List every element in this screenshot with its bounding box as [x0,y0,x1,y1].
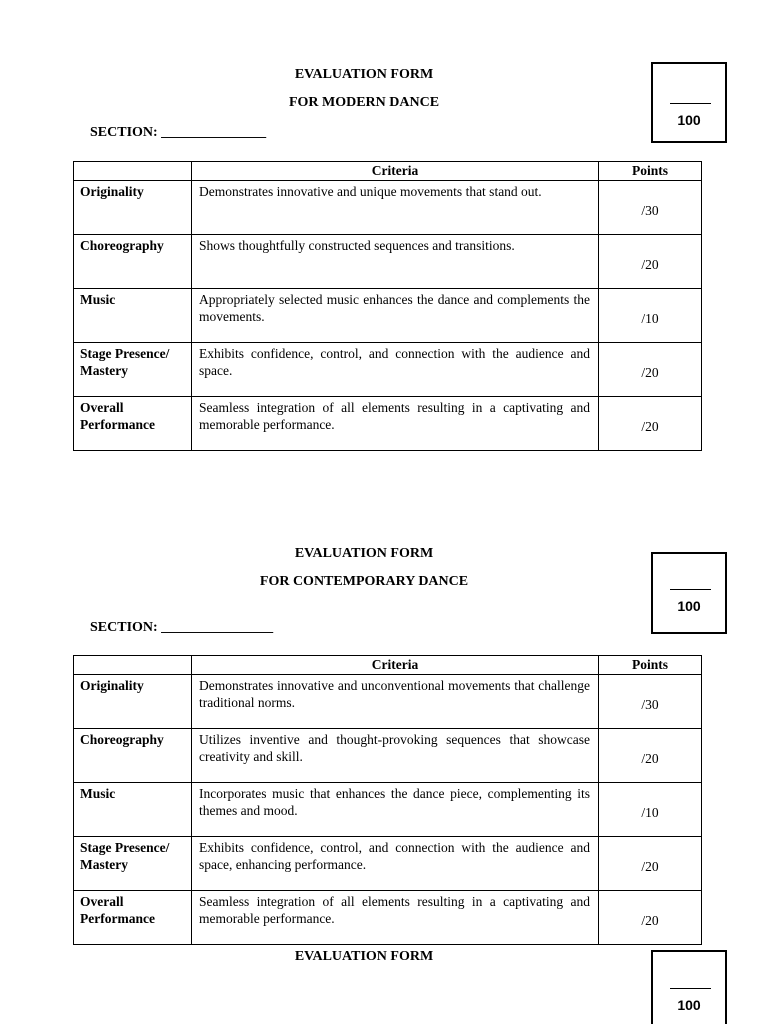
score-total: 100 [677,112,701,128]
form2-score-box [651,552,727,634]
form1-score-box [651,62,727,143]
header-label-cell [74,656,192,675]
header-label-cell [74,162,192,181]
criterion-description: Seamless integration of all elements resulting in a captivating and memorable performance. [192,891,599,945]
criterion-label: Originality [74,181,192,235]
form3-score-box [651,950,727,1024]
form2-subtitle: FOR CONTEMPORARY DANCE [259,574,469,589]
criterion-label: Stage Presence/ Mastery [74,343,192,397]
header-criteria: Criteria [192,656,599,675]
criterion-points[interactable]: /20 [599,837,702,891]
criterion-label: Choreography [74,729,192,783]
criterion-description: Utilizes inventive and thought-provoking sequences that showcase creativity and skill. [192,729,599,783]
table-row [74,235,702,289]
score-blank-line [670,988,711,989]
criterion-description: Incorporates music that enhances the dance piece, complementing its themes and mood. [192,783,599,837]
criterion-points[interactable]: /20 [599,235,702,289]
table-header-row [74,162,702,181]
criterion-description: Demonstrates innovative and unconventional movements that challenge traditional norms. [192,675,599,729]
criterion-points[interactable]: /20 [599,397,702,451]
table-row [74,343,702,397]
criterion-description: Demonstrates innovative and unique movements that stand out. [192,181,599,235]
criterion-label: Stage Presence/ Mastery [74,837,192,891]
score-total: 100 [677,997,701,1013]
score-blank-line [670,589,711,590]
criterion-label: Choreography [74,235,192,289]
criterion-label: Overall Performance [74,397,192,451]
criterion-points[interactable]: /20 [599,891,702,945]
criterion-description: Shows thoughtfully constructed sequences and transitions. [192,235,599,289]
table-header-row [74,656,702,675]
header-points: Points [599,162,702,181]
form1-section-field: SECTION: _______________ [90,125,267,140]
table-row [74,729,702,783]
criterion-points[interactable]: /20 [599,343,702,397]
table-row [74,397,702,451]
criterion-points[interactable]: /20 [599,729,702,783]
criterion-description: Appropriately selected music enhances the dance and complements the movements. [192,289,599,343]
table-row [74,181,702,235]
table-row [74,837,702,891]
form3-title: EVALUATION FORM [294,949,434,964]
criterion-label: Overall Performance [74,891,192,945]
criterion-description: Exhibits confidence, control, and connection with the audience and space. [192,343,599,397]
criterion-points[interactable]: /30 [599,181,702,235]
score-blank-line [670,103,711,104]
form2-title: EVALUATION FORM [294,546,434,561]
form1-title: EVALUATION FORM [294,67,434,82]
criterion-description: Exhibits confidence, control, and connection with the audience and space, enhancing performance. [192,837,599,891]
table-row [74,289,702,343]
form1-subtitle: FOR MODERN DANCE [288,95,440,110]
criterion-points[interactable]: /10 [599,783,702,837]
criterion-description: Seamless integration of all elements resulting in a captivating and memorable performance. [192,397,599,451]
form2-section-field: SECTION: ________________ [90,620,274,635]
table-row [74,783,702,837]
criterion-points[interactable]: /10 [599,289,702,343]
criterion-points[interactable]: /30 [599,675,702,729]
header-points: Points [599,656,702,675]
table-row [74,891,702,945]
form2-criteria-table [73,655,702,945]
table-row [74,675,702,729]
criterion-label: Music [74,289,192,343]
criterion-label: Music [74,783,192,837]
form1-criteria-table [73,161,702,451]
criterion-label: Originality [74,675,192,729]
header-criteria: Criteria [192,162,599,181]
score-total: 100 [677,598,701,614]
